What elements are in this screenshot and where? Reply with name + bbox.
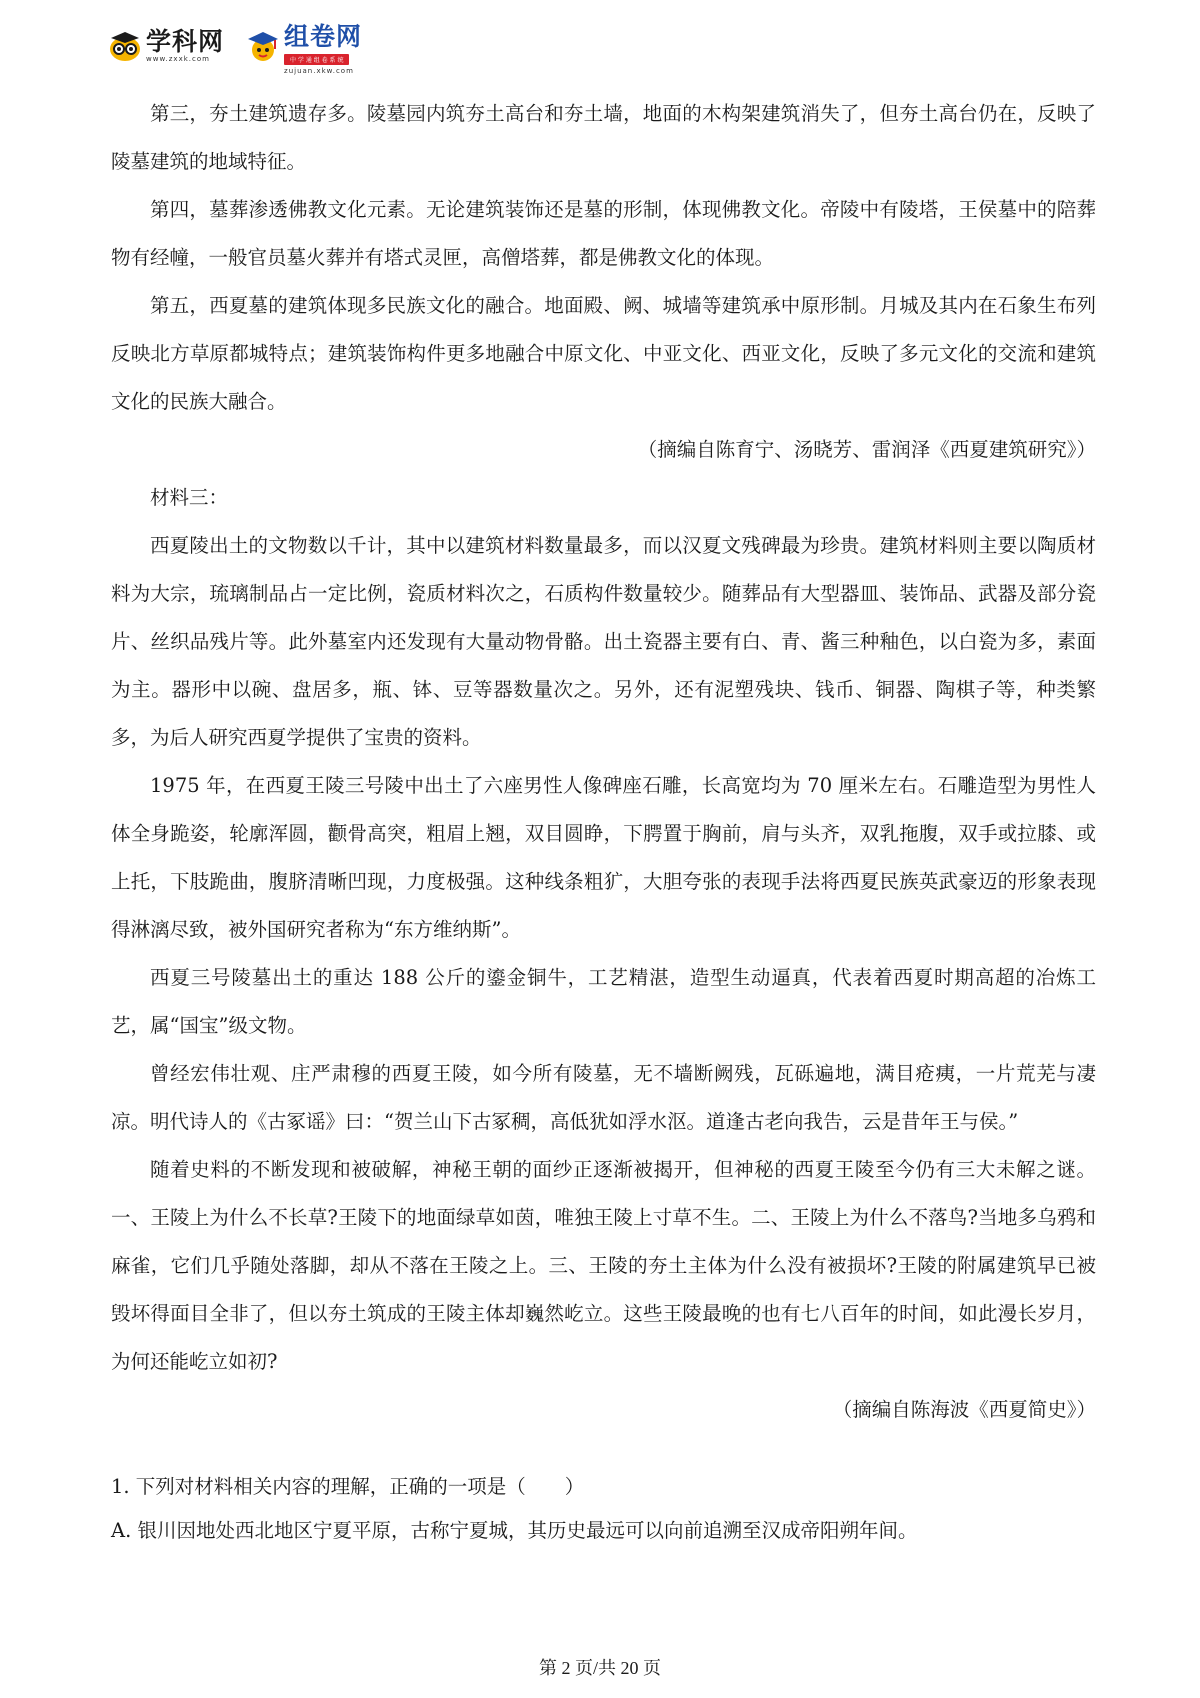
page-number: 第 2 页/共 20 页 bbox=[538, 1658, 661, 1678]
document-body bbox=[111, 90, 1096, 1434]
paragraph: 曾经宏伟壮观、庄严肃穆的西夏王陵，如今所有陵墓，无不墙断阙残，瓦砾遍地，满目疮痍，一片荒芜与凄凉。明代诗人的《古冢谣》曰：“贺兰山下古冢稠，高低犹如浮水沤。道逢古老向我告，云是昔年王与侯。” bbox=[111, 1062, 1096, 1133]
question-block bbox=[111, 1465, 1096, 1553]
xuekewang-logo[interactable] bbox=[108, 29, 224, 63]
paragraph: 西夏陵出土的文物数以千计，其中以建筑材料数量最多，而以汉夏文残碑最为珍贵。建筑材料则主要以陶质材料为大宗，琉璃制品占一定比例，瓷质材料次之，石质构件数量较少。随葬品有大型器皿、装饰品、武器及部分瓷片、丝织品残片等。此外墓室内还发现有大量动物骨骼。出土瓷器主要有白、青、酱三种釉色，以白瓷为多，素面为主。器形中以碗、盘居多，瓶、钵、豆等器数量次之。另外，还有泥塑残块、钱币、铜器、陶棋子等，种类繁多，为后人研究西夏学提供了宝贵的资料。 bbox=[111, 534, 1096, 749]
source-citation: （摘编自陈海波《西夏简史》） bbox=[832, 1398, 1096, 1421]
logo-url: www.zxxk.com bbox=[146, 55, 210, 63]
material-label: 材料三： bbox=[150, 486, 229, 509]
paragraph: 第三，夯土建筑遗存多。陵墓园内筑夯土高台和夯土墙，地面的木构架建筑消失了，但夯土高台仍在，反映了陵墓建筑的地域特征。 bbox=[111, 102, 1096, 173]
logo-url: zujuan.xkw.com bbox=[284, 67, 354, 75]
logo-name: 学科网 bbox=[146, 27, 225, 56]
logo-name: 组卷网 bbox=[284, 22, 363, 51]
header bbox=[108, 22, 363, 75]
logo-badge: 中 学 通 组 卷 系 统 bbox=[284, 54, 349, 65]
question-stem: 1. 下列对材料相关内容的理解，正确的一项是（ ） bbox=[111, 1475, 585, 1498]
paragraph: 随着史料的不断发现和被破解，神秘王朝的面纱正逐渐被揭开，但神秘的西夏王陵至今仍有三大未解之谜。一、王陵上为什么不长草?王陵下的地面绿草如茵，唯独王陵上寸草不生。二、王陵上为什么不落鸟?当地多乌鸦和麻雀，它们几乎随处落脚，却从不落在王陵之上。三、王陵的夯土主体为什么没有被损坏?王陵的附属建筑早已被毁坏得面目全非了，但以夯土筑成的王陵主体却巍然屹立。这些王陵最晚的也有七八百年的时间，如此漫长岁月，为何还能屹立如初? bbox=[111, 1158, 1096, 1373]
option-a: A. 银川因地处西北地区宁夏平原，古称宁夏城，其历史最远可以向前追溯至汉成帝阳朔年间。 bbox=[111, 1519, 918, 1542]
owl-mascot-icon bbox=[108, 29, 142, 63]
paragraph: 西夏三号陵墓出土的重达 188 公斤的鎏金铜牛，工艺精湛，造型生动逼真，代表着西夏时期高超的冶炼工艺，属“国宝”级文物。 bbox=[111, 966, 1096, 1037]
paragraph: 第五，西夏墓的建筑体现多民族文化的融合。地面殿、阙、城墙等建筑承中原形制。月城及其内在石象生布列反映北方草原都城特点；建筑装饰构件更多地融合中原文化、中亚文化、西亚文化，反映了多元文化的交流和建筑文化的民族大融合。 bbox=[111, 294, 1096, 413]
zujuanwang-logo[interactable] bbox=[246, 17, 362, 75]
graduate-mascot-icon bbox=[246, 29, 280, 63]
source-citation: （摘编自陈育宁、汤晓芳、雷润泽《西夏建筑研究》） bbox=[637, 438, 1096, 461]
paragraph: 1975 年，在西夏王陵三号陵中出土了六座男性人像碑座石雕，长高宽均为 70 厘米左右。石雕造型为男性人体全身跪姿，轮廓浑圆，颧骨高突，粗眉上翘，双目圆睁，下腭置于胸前，肩与头齐，双乳拖腹，双手或拉膝、或上托，下肢跪曲，腹脐清晰凹现，力度极强。这种线条粗犷，大胆夸张的表现手法将西夏民族英武豪迈的形象表现得淋漓尽致，被外国研究者称为“东方维纳斯”。 bbox=[111, 774, 1096, 941]
paragraph: 第四，墓葬渗透佛教文化元素。无论建筑装饰还是墓的形制，体现佛教文化。帝陵中有陵塔，王侯墓中的陪葬物有经幢，一般官员墓火葬并有塔式灵匣，高僧塔葬，都是佛教文化的体现。 bbox=[111, 198, 1096, 269]
